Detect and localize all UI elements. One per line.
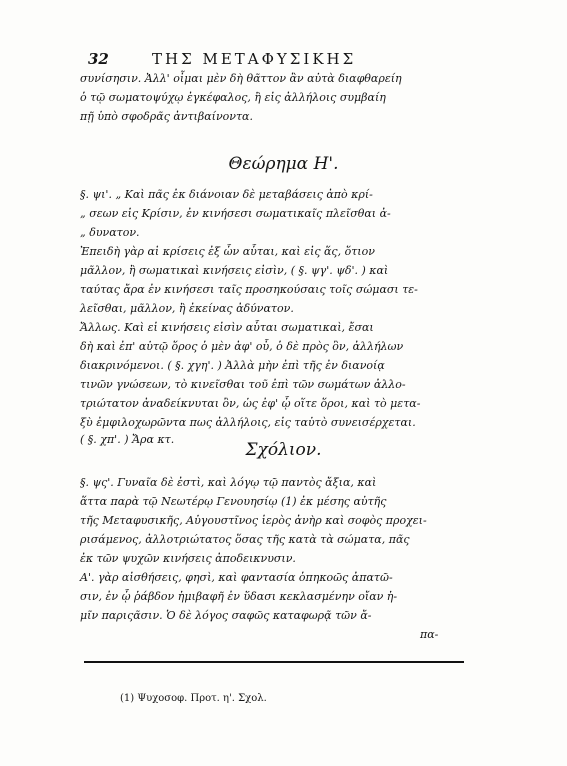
text-line: §. ψι'. „ Καὶ πᾶς ἐκ διάνοιαν δὲ μεταβάσεις ἀπὸ κρί- (80, 188, 373, 201)
text-line: §. ψς'. Γυναῖα δὲ ἐστὶ, καὶ λόγῳ τῷ παντὸς ἄξια, καὶ (80, 476, 377, 489)
text-line: Ἄλλως. Καὶ εἰ κινήσεις εἰσὶν αὗται σωματικαὶ, ἔσαι (80, 321, 374, 334)
text-line: ἐκ τῶν ψυχῶν κινήσεις ἀποδεικνυσιν. (80, 552, 296, 565)
scholion-heading: Σχόλιον. (245, 440, 322, 460)
text-line: ξὺ ἐμφιλοχωρῶντα πως ἀλλήλοις, εἰς ταὐτὸ συνεισέρχεται. (80, 416, 416, 429)
page-number: 32 (88, 50, 109, 68)
text-line: μῖν παριςᾶσιν. Ὁ δὲ λόγος σαφῶς καταφωρᾷ τῶν ἄ- (80, 609, 372, 622)
footnote-rule (84, 661, 464, 663)
text-line: ( §. χπ'. ) Ἄρα κτ. (80, 433, 175, 446)
text-line: σιν, ἐν ᾧ ῥάβδον ἡμιβαφῆ ἐν ὕδασι κεκλασμένην οἴαν ἡ- (80, 590, 398, 603)
text-line: μᾶλλον, ἢ σωματικαὶ κινήσεις εἰσὶν, ( §. ψγ'. ψδ'. ) καὶ (80, 264, 389, 277)
text-line: τριώτατον ἀναδείκνυται ὂν, ὡς ἐφ' ᾧ οἵτε ὅροι, καὶ τὸ μετα- (80, 397, 421, 410)
text-line: τῆς Μεταφυσικῆς, Αὐγουστῖνος ἱερὸς ἀνὴρ καὶ σοφὸς προχει- (80, 514, 427, 527)
text-line: Α'. γὰρ αἰσθήσεις, φησὶ, καὶ φαντασία ὁπηκοῶς ἀπατῶ- (80, 571, 393, 584)
text-line: ρισάμενος, ἀλλοτριώτατος ὅσας τῆς κατὰ τὰ σώματα, πᾶς (80, 533, 410, 546)
text-line: συνίσησιν. Ἀλλ' οἶμαι μὲν δὴ θᾶττον ἂν αὐτὰ διαφθαρείη (80, 72, 402, 85)
text-line: ὁ τῷ σωματοψύχῳ ἐγκέφαλος, ἢ εἰς ἀλλήλοις συμβαίη (80, 91, 386, 104)
text-line: ἅττα παρὰ τῷ Νεωτέρῳ Γενουησίῳ (1) ἐκ μέσης αὐτῆς (80, 495, 387, 508)
footnote: (1) Ψυχοσοφ. Προτ. η'. Σχολ. (120, 693, 267, 704)
text-line: „ δυνατον. (80, 226, 140, 239)
text-line: δὴ καὶ ἐπ' αὐτῷ ὅρος ὁ μὲν ἀφ' οὗ, ὁ δὲ πρὸς ὃν, ἀλλήλων (80, 340, 404, 353)
text-line: πῇ ὑπὸ σφοδρᾶς ἀντιβαίνοντα. (80, 110, 253, 123)
text-line: Ἐπειδὴ γὰρ αἱ κρίσεις ἐξ ὧν αὗται, καὶ εἰς ἅς, ὅτιον (80, 245, 375, 258)
theorem-heading: Θεώρημα Η'. (228, 154, 339, 174)
page-header (88, 50, 488, 72)
text-line: λεῖσθαι, μᾶλλον, ἢ ἐκείνας ἀδύνατον. (80, 302, 294, 315)
text-line: τινῶν γνώσεων, τὸ κινεῖσθαι τοῦ ἐπὶ τῶν σωμάτων ἀλλο- (80, 378, 406, 391)
text-line: πα- (420, 628, 439, 641)
text-line: „ σεων εἰς Κρίσιν, ἐν κινήσεσι σωματικαῖς πλεῖσθαι ἀ- (80, 207, 391, 220)
text-line: διακρινόμενοι. ( §. χγη'. ) Ἀλλὰ μὴν ἐπὶ τῆς ἐν διανοίᾳ (80, 359, 385, 372)
text-line: ταύτας ἄρα ἐν κινήσεσι ταῖς προσηκούσαις τοῖς σώμασι τε- (80, 283, 418, 296)
running-title: ΤΗΣ ΜΕΤΑΦΥΣΙΚΗΣ (152, 50, 357, 68)
